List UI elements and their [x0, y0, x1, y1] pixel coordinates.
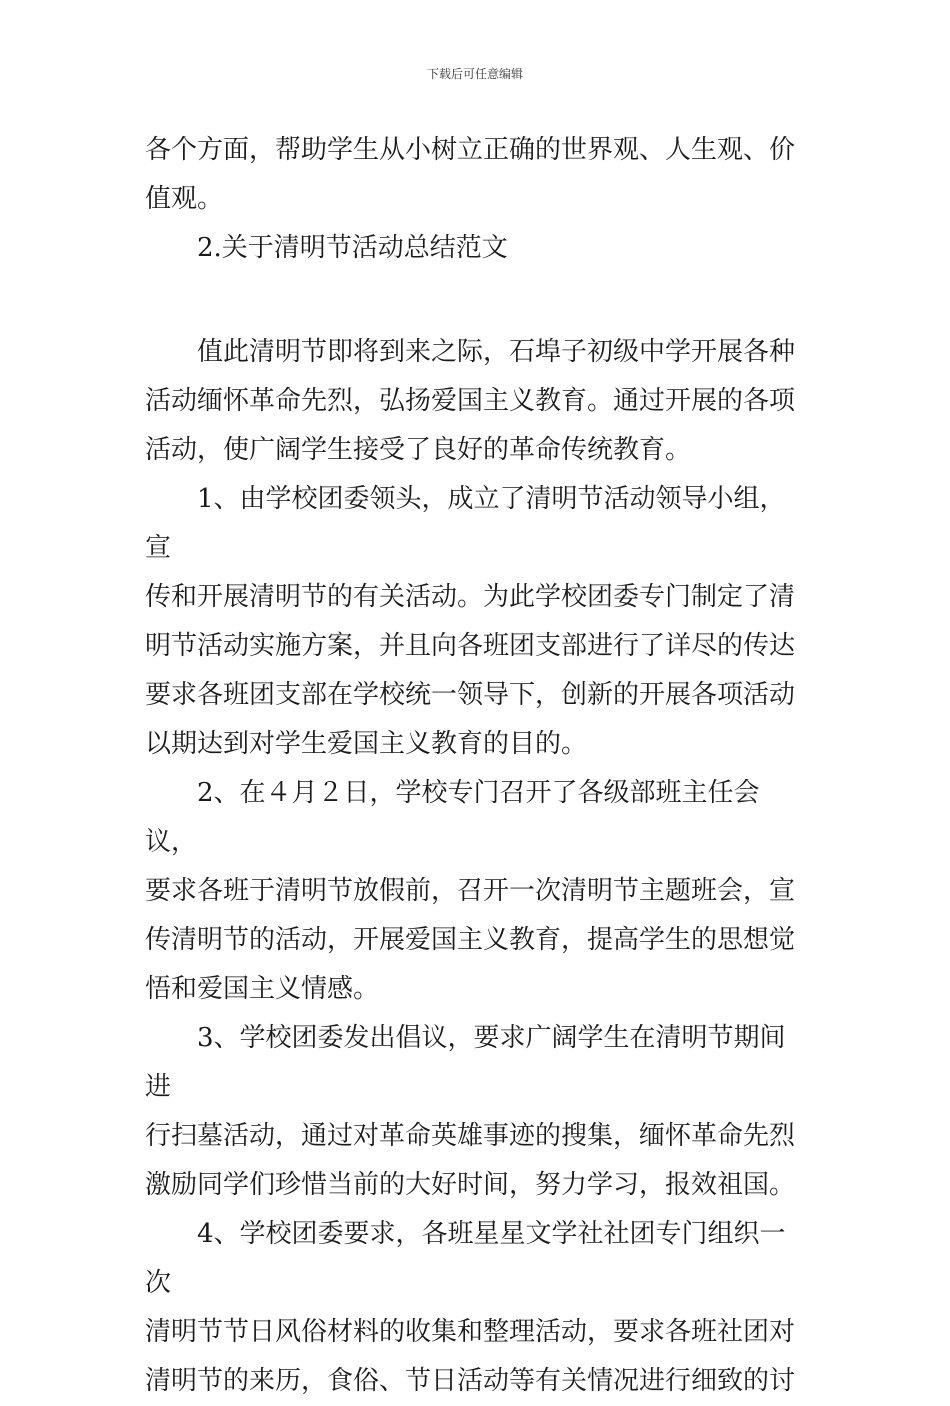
body-line: 要求各班团支部在学校统一领导下，创新的开展各项活动: [145, 680, 796, 710]
body-line: 1、由学校团委领头，成立了清明节活动领导小组，宣: [145, 484, 786, 563]
body-line: 4、学校团委要求，各班星星文学社社团专门组织一次: [145, 1219, 786, 1298]
body-line: 清明节节日风俗材料的收集和整理活动，要求各班社团对: [145, 1317, 796, 1347]
body-line: 传清明节的活动，开展爱国主义教育，提高学生的思想觉: [145, 925, 796, 955]
body-line: 以期达到对学生爱国主义教育的目的。: [145, 729, 588, 759]
page-header-note: 下载后可任意编辑: [426, 67, 523, 81]
body-line: 活动，使广阔学生接受了良好的革命传统教育。: [145, 435, 692, 465]
document-body: [145, 126, 810, 1406]
section-heading: 2.关于清明节活动总结范文: [197, 233, 508, 263]
body-line: 行扫墓活动，通过对革命英雄事迹的搜集，缅怀革命先烈: [145, 1121, 796, 1151]
body-line: 各个方面，帮助学生从小树立正确的世界观、人生观、价: [145, 135, 796, 165]
body-line: 值观。: [145, 184, 224, 214]
body-line: 明节活动实施方案，并且向各班团支部进行了详尽的传达: [145, 631, 796, 661]
body-line: 激励同学们珍惜当前的大好时间，努力学习，报效祖国。: [145, 1170, 796, 1200]
body-line: 活动缅怀革命先烈，弘扬爱国主义教育。通过开展的各项: [145, 386, 796, 416]
body-line: 3、学校团委发出倡议，要求广阔学生在清明节期间进: [145, 1023, 786, 1102]
body-line: 清明节的来历，食俗、节日活动等有关情况进行细致的讨: [145, 1366, 796, 1396]
body-line: 要求各班于清明节放假前，召开一次清明节主题班会，宣: [145, 876, 796, 906]
paragraph-gap: [145, 273, 810, 328]
body-line: 传和开展清明节的有关活动。为此学校团委专门制定了清: [145, 582, 796, 612]
body-line: 悟和爱国主义情感。: [145, 974, 380, 1004]
body-line: 值此清明节即将到来之际，石埠子初级中学开展各种: [197, 337, 796, 367]
body-line: 2、在４月２日，学校专门召开了各级部班主任会议，: [145, 778, 760, 857]
